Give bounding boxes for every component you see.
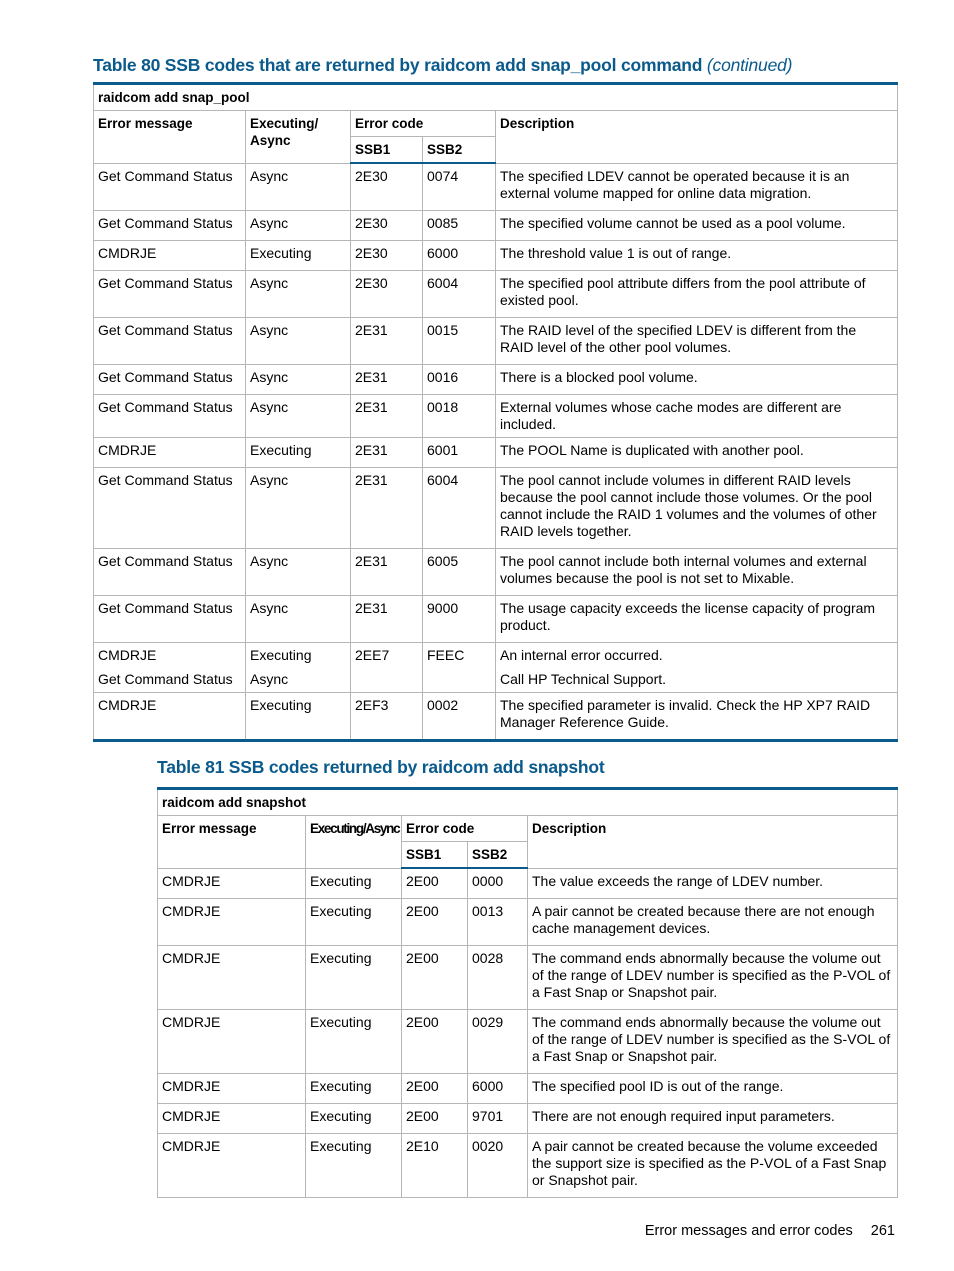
description-text: The specified pool attribute differs from the pool attribute of existed pool. (500, 275, 866, 308)
table-80-command-header: raidcom add snap_pool (94, 84, 898, 111)
table-80-row (94, 693, 898, 741)
description-cell (528, 946, 898, 1010)
description-text: The RAID level of the specified LDEV is different from the RAID level of the other pool volumes. (500, 322, 857, 355)
description-text: The pool cannot include volumes in different RAID levels because the pool cannot include those volumes. Or the pool cannot include the RAID 1 volumes and the volumes of other RAID levels together. (500, 472, 877, 539)
ssb2-cell: 0085 (423, 211, 496, 241)
description-text: The usage capacity exceeds the license capacity of program product. (500, 600, 876, 633)
error-message-text: CMDRJE (162, 1108, 221, 1124)
executing-async-text: Executing (310, 1078, 372, 1094)
error-message-text: Get Command Status (98, 671, 233, 687)
ssb1-cell: 2E00 (402, 1074, 468, 1104)
description-cell (528, 899, 898, 946)
description-text: The pool cannot include both internal volumes and external volumes because the pool is not set to Mixable. (500, 553, 867, 586)
table-81-row (158, 1010, 898, 1074)
description-text: The specified volume cannot be used as a pool volume. (500, 215, 846, 231)
description-text: External volumes whose cache modes are different are included. (500, 399, 842, 432)
error-message-cell (158, 1010, 306, 1074)
executing-async-text: Executing (310, 1138, 372, 1154)
ssb1-cell: 2E31 (351, 438, 423, 468)
description-cell (496, 163, 898, 211)
table-80-header-error-message: Error message (94, 111, 246, 164)
description-cell (496, 395, 898, 438)
table-80-row (94, 365, 898, 395)
ssb1-cell: 2E31 (351, 365, 423, 395)
description-cell (496, 468, 898, 549)
ssb1-cell: 2E31 (351, 468, 423, 549)
table-81-row (158, 1104, 898, 1134)
ssb1-cell: 2E30 (351, 211, 423, 241)
description-text: The value exceeds the range of LDEV number. (532, 872, 824, 889)
table-81-header-description: Description (528, 816, 898, 869)
error-message-text: CMDRJE (98, 245, 157, 261)
error-message-cell (158, 868, 306, 899)
ssb2-cell: 0074 (423, 163, 496, 211)
table-80-row (94, 596, 898, 643)
table-80 (93, 82, 898, 742)
description-text: There is a blocked pool volume. (500, 369, 698, 385)
table-81-row (158, 899, 898, 946)
executing-async-text: Executing (250, 697, 312, 713)
error-message-text: Get Command Status (98, 369, 233, 385)
table-80-row (94, 271, 898, 318)
executing-async-text: Async (250, 472, 289, 488)
error-message-text: CMDRJE (162, 1138, 221, 1154)
error-message-text: CMDRJE (162, 1014, 221, 1030)
table-80-header-error-code: Error code (351, 111, 496, 137)
description-cell (496, 596, 898, 643)
table-81-header-error-message: Error message (158, 816, 306, 869)
executing-async-text: Async (250, 369, 289, 385)
executing-async-cell (246, 693, 351, 741)
ssb2-cell: 9000 (423, 596, 496, 643)
executing-async-cell (306, 899, 402, 946)
error-message-cell (158, 1104, 306, 1134)
description-text: The threshold value 1 is out of range. (500, 245, 732, 261)
description-cell (496, 549, 898, 596)
error-message-text: Get Command Status (98, 600, 233, 616)
description-cell (496, 438, 898, 468)
ssb1-cell: 2E00 (402, 868, 468, 899)
executing-async-text: Async (250, 600, 289, 616)
ssb2-cell: 6001 (423, 438, 496, 468)
ssb1-cell: 2E31 (351, 549, 423, 596)
description-text: The command ends abnormally because the volume out of the range of LDEV number is specified as the S-VOL of a Fast Snap or Snapshot pair. (532, 1014, 891, 1064)
error-message-cell (158, 946, 306, 1010)
footer-section-title: Error messages and error codes (644, 1223, 853, 1239)
ssb1-cell: 2E00 (402, 1104, 468, 1134)
description-cell (496, 693, 898, 741)
executing-async-cell (246, 438, 351, 468)
executing-async-cell (306, 1134, 402, 1198)
description-cell (496, 271, 898, 318)
executing-async-text: Async (250, 553, 289, 569)
executing-async-cell (246, 468, 351, 549)
ssb1-cell: 2E10 (402, 1134, 468, 1198)
error-message-text: Get Command Status (98, 553, 233, 569)
table-81-row (158, 1074, 898, 1104)
description-cell (528, 1010, 898, 1074)
page-footer (645, 1223, 895, 1239)
ssb1-cell: 2EF3 (351, 693, 423, 741)
executing-async-cell (246, 365, 351, 395)
description-cell (496, 643, 898, 693)
ssb2-cell: 0002 (423, 693, 496, 741)
error-message-cell (94, 468, 246, 549)
executing-async-cell (306, 868, 402, 899)
executing-async-text: Async (250, 671, 289, 687)
error-message-text: CMDRJE (98, 697, 157, 713)
table-81-body (158, 868, 898, 1198)
error-message-text: CMDRJE (98, 442, 157, 458)
table-81-caption (157, 757, 605, 778)
error-message-text: Get Command Status (98, 167, 233, 184)
description-text: There are not enough required input parameters. (532, 1108, 835, 1124)
ssb2-cell: 9701 (468, 1104, 528, 1134)
description-text: A pair cannot be created because the volume exceeded the support size is specified as the P-VOL of a Fast Snap or Snapshot pair. (532, 1138, 887, 1188)
description-text: The POOL Name is duplicated with another pool. (500, 442, 804, 458)
table-80-header-executing-async: Executing/ Async (246, 111, 351, 164)
description-text: The specified pool ID is out of the range. (532, 1078, 784, 1094)
executing-async-cell (246, 596, 351, 643)
executing-async-cell (246, 318, 351, 365)
description-cell (496, 211, 898, 241)
ssb1-cell: 2EE7 (351, 643, 423, 693)
executing-async-text: Executing (250, 245, 312, 261)
description-cell (528, 868, 898, 899)
error-message-cell (94, 693, 246, 741)
executing-async-text: Executing (250, 442, 312, 458)
table-80-row (94, 468, 898, 549)
ssb2-cell: 0018 (423, 395, 496, 438)
ssb1-cell: 2E31 (351, 596, 423, 643)
description-cell (528, 1104, 898, 1134)
executing-async-cell (246, 241, 351, 271)
executing-async-cell (306, 1074, 402, 1104)
table-81-row (158, 946, 898, 1010)
table-81-row (158, 868, 898, 899)
executing-async-cell (306, 946, 402, 1010)
executing-async-text: Executing (310, 903, 372, 919)
table-81-caption-text: Table 81 SSB codes returned by raidcom add snapshot (157, 757, 605, 777)
executing-async-text: Async (250, 215, 289, 231)
description-text: The specified LDEV cannot be operated because it is an external volume mapped for online data migration. (500, 167, 850, 201)
error-message-cell (94, 211, 246, 241)
error-message-text: CMDRJE (162, 872, 221, 889)
executing-async-cell (246, 643, 351, 693)
ssb2-cell: 0029 (468, 1010, 528, 1074)
executing-async-cell (246, 211, 351, 241)
error-message-cell (94, 271, 246, 318)
table-80-header-description: Description (496, 111, 898, 164)
table-81-header-ssb1: SSB1 (402, 842, 468, 869)
page-number: 261 (870, 1223, 895, 1239)
table-80-row (94, 395, 898, 438)
error-message-cell (94, 241, 246, 271)
table-80-header-ssb2: SSB2 (423, 137, 496, 164)
error-message-cell (94, 438, 246, 468)
table-80-row (94, 163, 898, 211)
error-message-text: Get Command Status (98, 275, 233, 291)
table-81 (157, 787, 898, 1198)
description-cell (496, 365, 898, 395)
error-message-cell (94, 365, 246, 395)
error-message-text: Get Command Status (98, 399, 233, 415)
table-81-header-executing-async: Executing/Async (306, 816, 402, 869)
error-message-cell (94, 318, 246, 365)
error-message-text: CMDRJE (162, 903, 221, 919)
ssb2-cell: 0000 (468, 868, 528, 899)
executing-async-text: Async (250, 322, 289, 338)
error-message-text: Get Command Status (98, 215, 233, 231)
executing-async-text: Executing (310, 872, 372, 889)
executing-async-text: Executing (310, 950, 372, 966)
table-81-header-ssb2: SSB2 (468, 842, 528, 869)
error-message-text: Get Command Status (98, 322, 233, 338)
error-message-cell (94, 395, 246, 438)
description-cell (496, 241, 898, 271)
ssb1-cell: 2E30 (351, 163, 423, 211)
table-80-row (94, 241, 898, 271)
table-81-header-error-code: Error code (402, 816, 528, 842)
ssb1-cell: 2E00 (402, 899, 468, 946)
executing-async-cell (246, 395, 351, 438)
table-80-caption (93, 55, 792, 76)
ssb2-cell: 0015 (423, 318, 496, 365)
executing-async-cell (246, 549, 351, 596)
description-text: The specified parameter is invalid. Check the HP XP7 RAID Manager Reference Guide. (500, 697, 871, 730)
ssb1-cell: 2E31 (351, 395, 423, 438)
executing-async-text: Async (250, 399, 289, 415)
error-message-cell (94, 596, 246, 643)
ssb2-cell: 0020 (468, 1134, 528, 1198)
error-message-text: CMDRJE (162, 1078, 221, 1094)
table-80-header-ssb1: SSB1 (351, 137, 423, 164)
error-message-text: CMDRJE (162, 950, 221, 966)
executing-async-cell (306, 1010, 402, 1074)
table-80-row (94, 211, 898, 241)
executing-async-cell (306, 1104, 402, 1134)
ssb1-cell: 2E00 (402, 1010, 468, 1074)
table-80-caption-suffix: (continued) (706, 55, 793, 75)
executing-async-text: Async (250, 167, 289, 184)
table-80-row (94, 438, 898, 468)
table-81-command-header: raidcom add snapshot (158, 789, 898, 816)
table-80-row (94, 318, 898, 365)
executing-async-cell (246, 271, 351, 318)
table-80-body (94, 163, 898, 741)
error-message-text: Get Command Status (98, 472, 233, 488)
description-text: A pair cannot be created because there are not enough cache management devices. (532, 903, 875, 936)
executing-async-text: Async (250, 275, 289, 291)
ssb1-cell: 2E30 (351, 241, 423, 271)
executing-async-cell (246, 163, 351, 211)
table-80-caption-text: Table 80 SSB codes that are returned by raidcom add snap_pool command (93, 55, 703, 75)
ssb2-cell: 0028 (468, 946, 528, 1010)
error-message-cell (158, 899, 306, 946)
ssb1-cell: 2E31 (351, 318, 423, 365)
ssb1-cell: 2E30 (351, 271, 423, 318)
ssb2-cell: 6000 (468, 1074, 528, 1104)
description-cell (528, 1074, 898, 1104)
ssb2-cell: 6004 (423, 468, 496, 549)
ssb2-cell: FEEC (423, 643, 496, 693)
table-80-row (94, 643, 898, 693)
ssb2-cell: 6005 (423, 549, 496, 596)
executing-async-text: Executing (310, 1108, 372, 1124)
description-cell (528, 1134, 898, 1198)
error-message-cell (158, 1134, 306, 1198)
table-80-row (94, 549, 898, 596)
description-cell (496, 318, 898, 365)
ssb2-cell: 6000 (423, 241, 496, 271)
error-message-cell (94, 643, 246, 693)
error-message-cell (94, 549, 246, 596)
error-message-cell (158, 1074, 306, 1104)
executing-async-text: Executing (250, 647, 312, 663)
description-text: The command ends abnormally because the volume out of the range of LDEV number is specified as the P-VOL of a Fast Snap or Snapshot pair. (532, 950, 891, 1000)
ssb2-cell: 0013 (468, 899, 528, 946)
error-message-text: CMDRJE (98, 647, 157, 663)
executing-async-text: Executing (310, 1014, 372, 1030)
ssb1-cell: 2E00 (402, 946, 468, 1010)
ssb2-cell: 0016 (423, 365, 496, 395)
table-81-row (158, 1134, 898, 1198)
description-text: An internal error occurred. (500, 647, 663, 663)
description-text: Call HP Technical Support. (500, 671, 667, 687)
error-message-cell (94, 163, 246, 211)
ssb2-cell: 6004 (423, 271, 496, 318)
